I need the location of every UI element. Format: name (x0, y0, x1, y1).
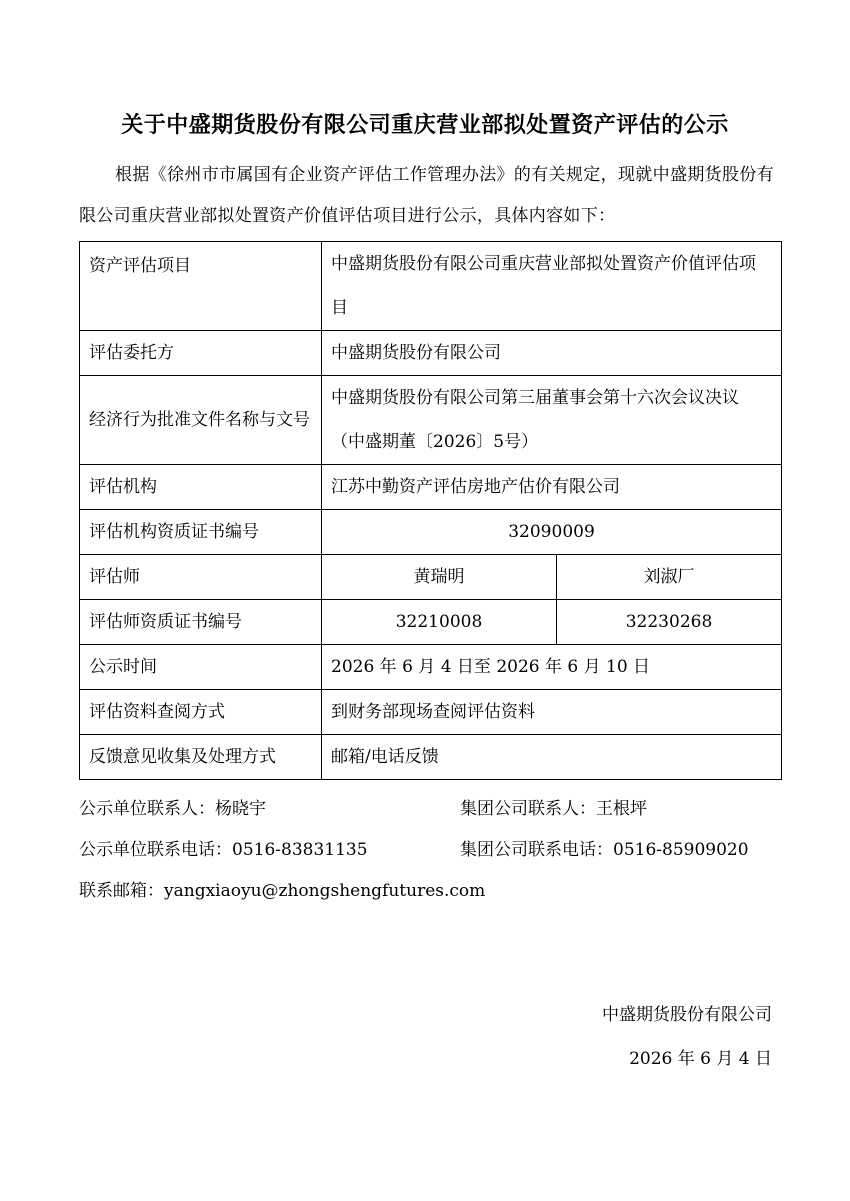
group-phone: 集团公司联系电话：0516-85909020 (460, 840, 749, 860)
project-label: 资产评估项目 (80, 242, 322, 331)
table-row (80, 331, 782, 376)
table-row (80, 555, 782, 600)
contact-section (79, 790, 779, 913)
table-row (80, 645, 782, 690)
group-contact: 集团公司联系人：王根坪 (460, 799, 647, 819)
unit-phone: 公示单位联系电话：0516-83831135 (79, 840, 368, 860)
contact-email: 联系邮箱：yangxiaoyu@zhongshengfutures.com (79, 881, 486, 901)
table-row (80, 465, 782, 510)
period-value: 2026 年 6 月 4 日至 2026 年 6 月 10 日 (322, 645, 782, 690)
table-row (80, 510, 782, 555)
approval-value: 中盛期货股份有限公司第三届董事会第十六次会议决议（中盛期董〔2026〕5号） (322, 376, 782, 465)
access-value: 到财务部现场查阅评估资料 (322, 690, 782, 735)
table-row (80, 690, 782, 735)
intro-paragraph: 根据《徐州市市属国有企业资产评估工作管理办法》的有关规定，现就中盛期货股份有限公司重庆营业部拟处置资产价值评估项目进行公示，具体内容如下： (79, 165, 774, 226)
appraiser-cert-label: 评估师资质证书编号 (80, 600, 322, 645)
signature-company: 中盛期货股份有限公司 (602, 1005, 772, 1025)
appraiser-label: 评估师 (80, 555, 322, 600)
period-label: 公示时间 (80, 645, 322, 690)
feedback-label: 反馈意见收集及处理方式 (80, 735, 322, 780)
approval-label: 经济行为批准文件名称与文号 (80, 376, 322, 465)
access-label: 评估资料查阅方式 (80, 690, 322, 735)
unit-contact: 公示单位联系人：杨晓宇 (79, 799, 266, 819)
table-row (80, 735, 782, 780)
document-title: 关于中盛期货股份有限公司重庆营业部拟处置资产评估的公示 (121, 113, 729, 138)
appraiser-1: 黄瑞明 (322, 555, 557, 600)
client-value: 中盛期货股份有限公司 (322, 331, 782, 376)
signature-date: 2026 年 6 月 4 日 (629, 1049, 772, 1069)
agency-value: 江苏中勤资产评估房地产估价有限公司 (322, 465, 782, 510)
table-row (80, 242, 782, 331)
table-row (80, 376, 782, 465)
agency-cert-label: 评估机构资质证书编号 (80, 510, 322, 555)
client-label: 评估委托方 (80, 331, 322, 376)
table-row (80, 600, 782, 645)
appraiser-cert-2: 32230268 (557, 600, 782, 645)
feedback-value: 邮箱/电话反馈 (322, 735, 782, 780)
project-value: 中盛期货股份有限公司重庆营业部拟处置资产价值评估项目 (322, 242, 782, 331)
agency-label: 评估机构 (80, 465, 322, 510)
appraiser-2: 刘淑厂 (557, 555, 782, 600)
info-table (79, 241, 782, 780)
appraiser-cert-1: 32210008 (322, 600, 557, 645)
agency-cert-value: 32090009 (322, 510, 782, 555)
